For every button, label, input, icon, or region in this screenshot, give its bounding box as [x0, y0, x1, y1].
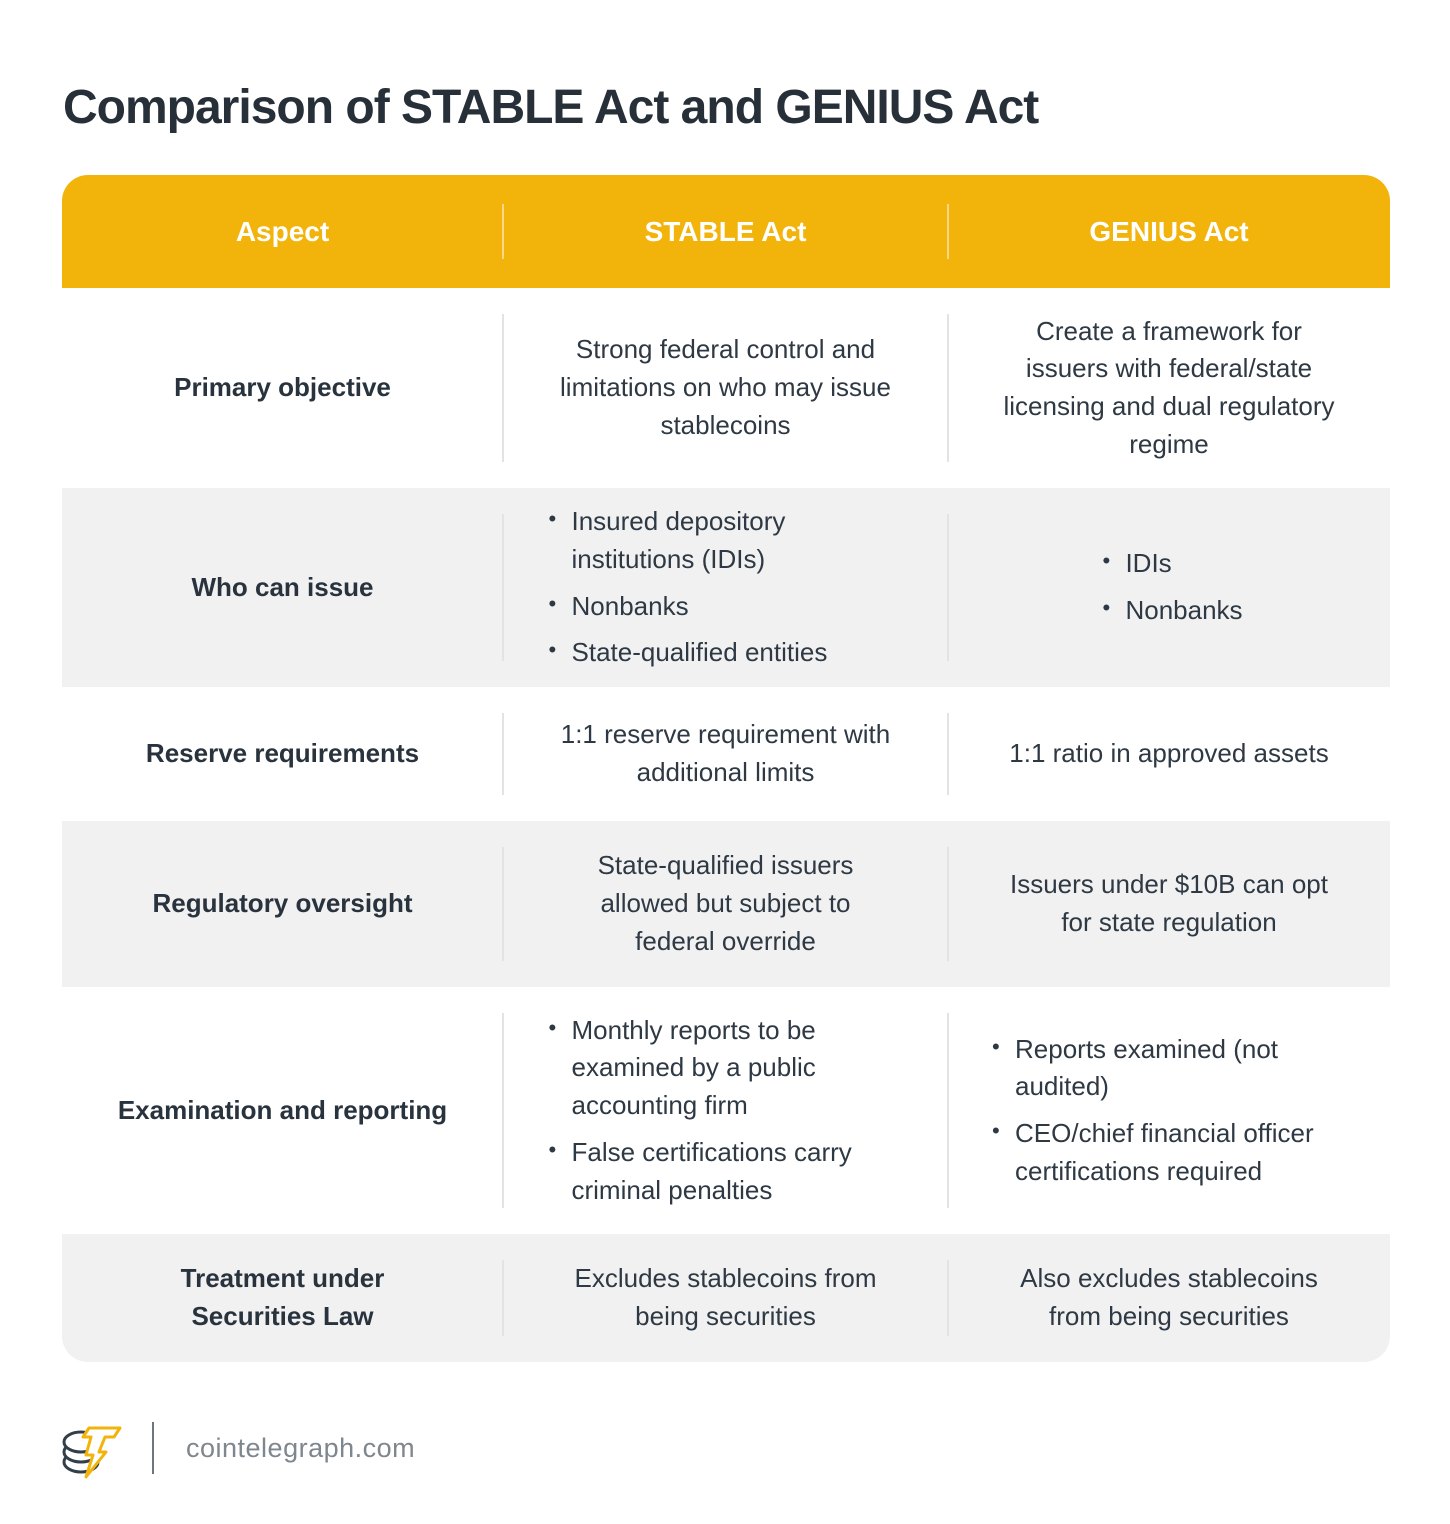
- aspect-label: [62, 288, 503, 488]
- stable-cell: [503, 488, 948, 687]
- stable-cell: [503, 821, 948, 987]
- header-aspect: Aspect: [235, 215, 330, 247]
- stable-cell: [503, 987, 948, 1234]
- aspect-label-text: Treatment under Securities Law: [180, 1263, 385, 1331]
- aspect-label-text: Who can issue: [191, 571, 374, 602]
- bullet-item: • Nonbanks: [1095, 592, 1242, 630]
- bullet-item: • CEO/chief financial officer certifications required: [985, 1115, 1353, 1190]
- table-header-row: [62, 175, 1390, 288]
- table-row-reserve-requirements: [62, 687, 1390, 821]
- comparison-table: [62, 175, 1390, 1362]
- genius-cell-text: Also excludes stablecoins from being securities: [1020, 1263, 1318, 1331]
- aspect-label: [62, 488, 503, 687]
- table-row-primary-objective: [62, 288, 1390, 488]
- genius-cell: [948, 687, 1390, 821]
- stable-cell: [503, 288, 948, 488]
- page-title: Comparison of STABLE Act and GENIUS Act: [63, 81, 1039, 135]
- bullet-item: • IDIs: [1095, 545, 1242, 583]
- genius-bullet-list: [1095, 536, 1242, 638]
- genius-cell: [948, 987, 1390, 1234]
- table-row-who-can-issue: [62, 488, 1390, 687]
- stable-bullet-list: [542, 494, 910, 681]
- bullet-item: • False certifications carry criminal penalties: [542, 1134, 910, 1209]
- aspect-label: [62, 821, 503, 987]
- stable-cell-text: 1:1 reserve requirement with additional limits: [560, 719, 891, 787]
- footer-site-label: cointelegraph.com: [186, 1432, 416, 1463]
- aspect-label-text: Regulatory oversight: [152, 888, 413, 919]
- footer: [60, 1414, 415, 1482]
- bullet-item: • Reports examined (not audited): [985, 1031, 1353, 1106]
- stable-cell-text: Strong federal control and limitations on who may issue stablecoins: [560, 334, 891, 440]
- table-row-treatment-under-securities-law: [62, 1234, 1390, 1362]
- stable-cell: [503, 1234, 948, 1362]
- stable-cell-text: Excludes stablecoins from being securities: [574, 1263, 877, 1331]
- aspect-label-text: Examination and reporting: [117, 1094, 448, 1125]
- footer-divider: [152, 1422, 154, 1474]
- stable-cell-text: State-qualified issuers allowed but subject to federal override: [597, 850, 854, 956]
- genius-cell: [948, 488, 1390, 687]
- bullet-item: • Monthly reports to be examined by a public accounting firm: [542, 1012, 910, 1125]
- genius-cell: [948, 288, 1390, 488]
- bullet-item: • State-qualified entities: [542, 634, 910, 672]
- genius-cell: [948, 821, 1390, 987]
- genius-bullet-list: [985, 1022, 1353, 1200]
- bullet-item: • Nonbanks: [542, 588, 910, 626]
- aspect-label-text: Reserve requirements: [145, 738, 420, 769]
- stable-cell: [503, 687, 948, 821]
- header-genius-act: GENIUS Act: [948, 175, 1390, 288]
- aspect-label-text: Primary objective: [174, 372, 391, 403]
- aspect-label: [62, 987, 503, 1234]
- aspect-label: [62, 687, 503, 821]
- genius-cell-text: Create a framework for issuers with federal/state licensing and dual regulatory regime: [1003, 315, 1335, 459]
- genius-cell: [948, 1234, 1390, 1362]
- table-row-regulatory-oversight: [62, 821, 1390, 987]
- aspect-label: [62, 1234, 503, 1362]
- bullet-item: • Insured depository institutions (IDIs): [542, 503, 910, 578]
- genius-cell-text: Issuers under $10B can opt for state regulation: [1010, 869, 1328, 937]
- stable-bullet-list: [542, 1003, 910, 1218]
- cointelegraph-logo-icon: [60, 1415, 124, 1481]
- table-row-examination-and-reporting: [62, 987, 1390, 1234]
- header-stable-act: STABLE Act: [503, 175, 948, 288]
- genius-cell-text: 1:1 ratio in approved assets: [1009, 738, 1329, 769]
